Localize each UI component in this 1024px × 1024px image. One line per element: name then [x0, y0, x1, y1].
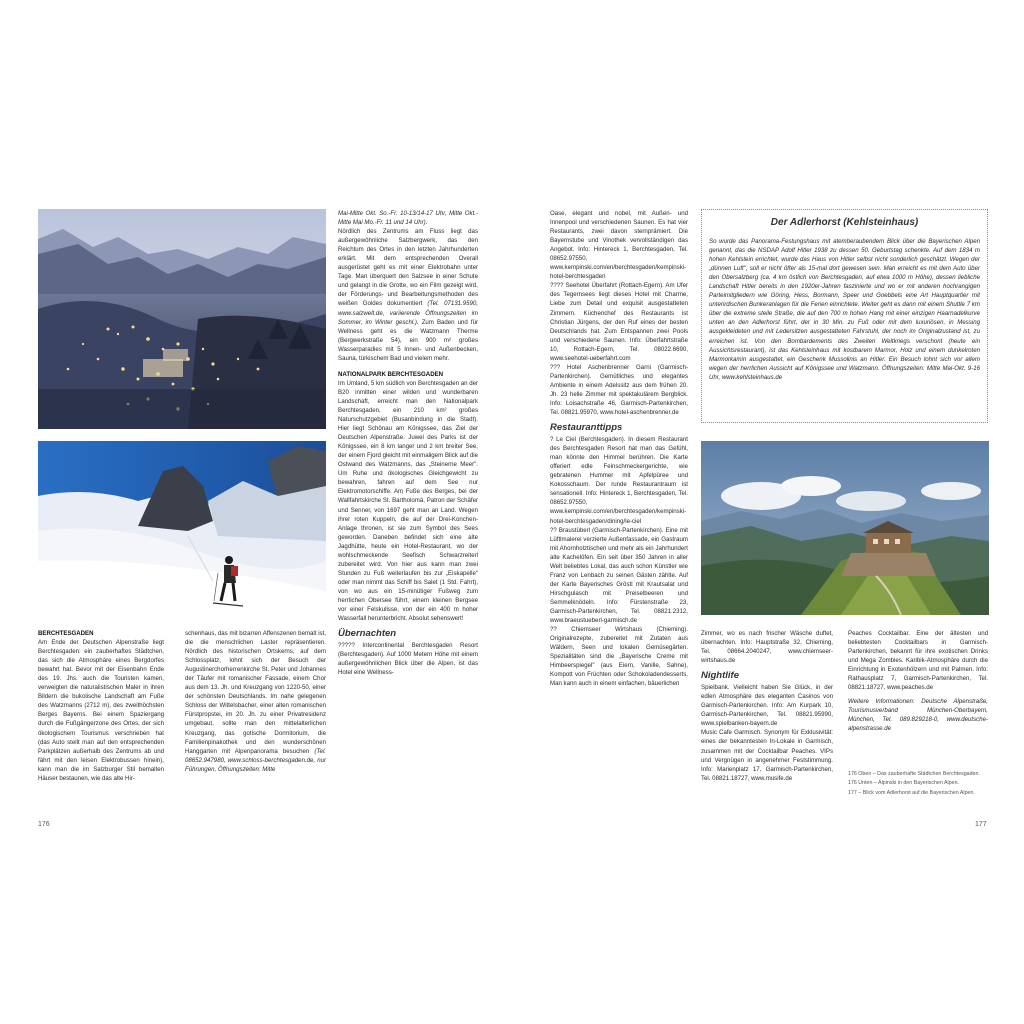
subheading-nightlife: Nightlife — [701, 670, 739, 682]
info-box-title: Der Adlerhorst (Kehlsteinhaus) — [770, 217, 919, 228]
caption: 176 Oben – Das zauberhafte Städtchen Berchtesgaden. — [848, 771, 980, 777]
paragraph: Zimmer, wo es nach frischer Wäsche duftet, übernachten. Info: Hauptstraße 32, Chieming, Tel. 08664.2040247, www.chiemseer-wirtshaus.de — [701, 630, 833, 665]
subheading-restauranttipps: Restauranttipps — [550, 422, 623, 434]
column-2 — [185, 629, 326, 774]
section-heading-nationalpark: NATIONALPARK BERCHTESGADEN — [338, 370, 444, 378]
paragraph — [338, 227, 478, 363]
paragraph: ?? Braustüberl (Garmisch-Partenkirchen). Eine mit Lüftlmalerei verzierte Außenfassade, ein Gastraum mit Ahornholztischen und mehr als ein Jahrhundert alte Kachelöfen. Ein seit über 350 Jahren in aller Welt beliebtes Lokal, das auch schon Künstler wie Franz von Lenbach zu seinen Gästen zählte. Auf der Karte Bayerisches Gröstl mit Krautsalat und Hirschgulasch mit Preiselbeeren und Semmelknödeln. Info: Fürstenstraße 23, Garmisch-Partenkirchen, Tel. 08821.2312, www.braeustueberl-garmisch.de — [550, 526, 688, 625]
paragraph: ????? Intercontinental Berchtesgaden Resort (Berchtesgaden). Auf 1000 Metern Höhe mit einem außergewöhnlichen Blick über die Alpen, ist das Hotel eine Wellness- — [338, 642, 478, 677]
eagles-nest-mountain-photo — [701, 441, 989, 615]
photo-captions — [848, 771, 988, 799]
caption: 177 – Blick vom Adlerhorst auf die Bayerischen Alpen. — [848, 789, 975, 796]
paragraph: Spielbank. Vielleicht haben Sie Glück, in der edlen Atmosphäre des eleganten Casinos von Garmisch-Partenkirchen. Info: Am Kurpark 10, Garmisch-Partenkirchen, Tel. 08821.95990, www.spielbanken-bayern.de — [701, 684, 833, 728]
paragraph: Am Ende der Deutschen Alpenstraße liegt Berchtesgaden: ein zauberhaftes Städtchen, das sich die Atmosphäre eines Bergdorfes bewahrt hat. Bevor mit der Eisenbahn Ende des 19. Jhs. auch die Touristen kamen, verweigten die naturalistischen Maler in ihren Bildern die bukolische Landschaft am Fuße des Watzmanns (2712 m), des zweithöchsten Berges Bayerns. Bei einem Spaziergang durch die Fußgängerzone des Ortes, der sich ökologischem Tourismus verschrieben hat (das Auto stellt man auf den entsprechenden Parkplätzen außerhalb des Zentrums ab und fährt mit den leisen Elektrobussen hinein), kann man die im Salzburger Stil bemalten Häuser bestaunen, wie das alte Hir- — [38, 639, 164, 782]
subheading-uebernachten: Übernachten — [338, 628, 397, 640]
page-number-right: 177 — [975, 821, 987, 828]
paragraph-text: Nördlich des Zentrums am Fluss liegt das außergewöhnliche Salzbergwerk, das den Reichtum des Ortes in den letzten Jahrhunderten erklärt. Mit dem entsprechenden Overall ausgerüstet geht es mit einer Elektrobahn unter Tage. Man überquert den Salzsee in einer Schute und gelangt in die Grotte, wo ein Film gezeigt wird, der Förderungs- und Bearbeitungsmethoden des weißen Goldes dokumentiert — [338, 228, 478, 308]
snowy-ski-tour-photo — [38, 441, 326, 615]
paragraph-info: Weitere Informationen: Deutsche Alpenstraße, Tourismusverband München-Oberbayern, München, Tel. 089.829218-0, www.deutsche-alpenstrasse.de — [848, 698, 988, 733]
paragraph-text: Zum Baden und für Wellness geht es die Watzmann Therme (Bergwerkstraße 54), ein 900 m² großes Wasserparadies mit 5 Innen- und Außenbecken, Sauna, türkischem Bad und vielem mehr. — [338, 318, 478, 362]
paragraph-info: Mai-Mitte Okt. So.-Fr. 10-13/14-17 Uhr, Mitte Okt.-Mitte Mai Mo.-Fr. 11 und 14 Uhr). — [338, 210, 478, 227]
paragraph: Oase, elegant und nobel, mit Außen- und Innenpool und verschiedenen Saunen. Es hat vier Restaurants, zwei davon sternprämiert. Die Bayernstube und Vinothek vervollständigen das Angebot. Info: Hintereck 1, Berchtesgaden, Tel. 08652.97550, www.kempinski.com/en/berchtesgaden/kempinski-hotel-berchtesgaden — [550, 210, 688, 281]
paragraph-text: schenhaus, das mit bizarren Affenszenen bemalt ist, die die menschlichen Laster repräsentieren. Nördlich des historischen Ortskerns, auf dem Schlossplatz, lohnt sich der Besuch der Augustinerchorherrenkirche St. Peter und Johannes der Täufer mit romanischer Fassade, einem Chor aus dem 13. Jh. und Kreuzgang von 1220-50, einer der schönsten Deutschlands. Im nahe gelegenen Schloss der Wittelsbacher, einer alten romanischen Fürstpropstei, im 20. Jh. zu einer Privatresidenz umgebaut, sollte man den mittelalterlichen Kreuzgang, das gotische Dormitorium, die Familienpinakothek und den wunderschönen Hanggarten mit Alpenpanorama besuchen — [185, 630, 326, 755]
column-5 — [701, 629, 833, 783]
paragraph-info: (Tel. 08652.947980, www.schloss-berchtesgaden.de, nur Führungen, Öffnungszeiten: Mitte — [185, 747, 326, 773]
caption: 176 Unten – Alpinski in den Bayerischen Alpen. — [848, 780, 960, 787]
paragraph: ??? Hotel Aschenbrenner Garni (Garmisch-Partenkirchen). Gemütliches und elegantes Ambiente in einem Adelssitz aus dem frühen 20. Jh. 23 helle Zimmer mit spektakulärem Bergblick. Info: Loisachstraße 46, Garmisch-Partenkirchen, Tel. 08821.95970, www.hotel-aschenbrenner.de — [550, 363, 688, 417]
column-3 — [338, 209, 478, 677]
paragraph: ?? Chiemseer Wirtshaus (Chieming). Originalrezepte, zubereitet mit Zutaten aus Wäldern, Seen und lokalen Gemüsegärten. Spezialitäten sind die „Bayerische Creme mit Himbeerspiegel" (aus Eiern, Vanille, Sahne), Kompott von Früchten oder Schokoladendesserts. Man kann auch in einem einfachen, bäuerlichen — [550, 626, 688, 688]
paragraph: Music Cafe Garmisch. Synonym für Exklusivität: eines der bekanntesten In-Lokale in Garmisch, zusammen mit der Cocktailbar Peaches. VIPs und Vergnügen in angenehmer Feststimmung. Info: Marienplatz 17, Garmisch-Partenkirchen, Tel. 08821.18727, www.musife.de — [701, 729, 833, 782]
paragraph: Im Umland, 5 km südlich von Berchtesgaden an der B20 inmitten einer wilden und wunderbaren Landschaft, erreicht man den Nationalpark Berchtesgaden, ein 210 km² großes Naturschutzgebiet (Busanbindung in die Stadt). Hier liegt Schönau am Königssee, das Ziel der Deutschen Alpenstraße. Juwel des Parks ist der Königssee, ein 8 km langer und 2 km breiter See, der einem Fjord gleicht mit einmaligem Blick auf die Ostwand des Watzmanns, das „Steinerne Meer". Um Ruhe und ökologisches Gleichgewicht zu bewahren, fahren auf dem See nur Elektromotorschiffe. Am Fuße des Berges, bei der Wallfahrtskirche St. Bartholomä, Patron der Schäfer und Senner, von 1697 geht man an Land. Wegen ihrer roten Kuppeln, die auf der Drei-Konchen-Anlage thronen, ist sie zum Symbol des Sees geworden. Daneben befindet sich eine alte Jagdhütte, heute ein Hotel-Restaurant, wo der wohlschmeckende Seefisch Schwarzreiterl zubereitet wird. Von hier aus kann man zwei Stunden zu Fuß weiterlaufen bis zur „Eiskapelle" oder man nimmt das Schiff bis Salet (1 Std. Fahrt), von wo aus ein 15-minütiger Fußweg zum herrlichen Obersee führt, einem kleinen Bergsee vor einer Felskulisse, von der ein 400 m hoher Wasserfall herunterbricht. Absolut sehenswert! — [338, 379, 478, 623]
paragraph-info: (Tel. 07131.9590, www.salzwelt.de, variierende Öffnungszeiten im Sommer, im Winter geschl.). — [338, 300, 478, 326]
paragraph — [185, 629, 326, 774]
section-heading-berchtesgaden: BERCHTESGADEN — [38, 630, 94, 637]
winter-night-village-photo — [38, 209, 326, 429]
paragraph: ???? Seehotel Überfahrt (Rottach-Egern). Am Ufer des Tegernsees liegt dieses Hotel mit Charme, Liebe zum Detail und exquisit ausgestatteten Zimmern. Küchenchef des Restaurants ist Christian Jürgens, der den Ruf eines der besten Deutschlands hat. Zum Entspannen zwei Pools und verschiedene Saunen. Info: Überfahrtstraße 10, Rottach-Egern, Tel. 08022.6690, www.seehotel-ueberfahrt.com — [550, 282, 688, 362]
column-6 — [848, 629, 988, 734]
column-berchtesgaden — [38, 629, 164, 783]
paragraph: Peaches Cocktailbar. Eine der ältesten und beliebtesten Cocktailbars in Garmisch-Partenkirchen, bekannt für ihre exotischen Drinks und Mega Zombies. Karibik-Atmosphäre durch die Einrichtung in Exotenhölzern und mit Palmen. Info: Rathausplatz 7, Garmisch-Partenkirchen, Tel. 08821.18727, www.peaches.de — [848, 630, 988, 692]
paragraph: ? Le Ciel (Berchtesgaden). In diesem Restaurant des Berchtesgaden Resort hat man das Gefühl, man könnte den Himmel berühren. Die Karte offeriert edle Feinschmeckergerichte, wie gebratenen Hummer mit Apfelpüree und Kokosschaum. Der runde Restaurantraum ist sensationell. Info: Hintereck 1, Berchtesgaden, Tel. 08652.97550, www.kempinski.com/en/berchtesgaden/kempinski-hotel-berchtesgaden/dining/le-ciel — [550, 436, 688, 525]
page-number-left: 176 — [38, 821, 50, 828]
info-box-text: So wurde das Panorama-Festungshaus mit atemberaubendem Blick über die Bayerischen Alpen genannt, das die NSDAP Adolf Hitler 1938 zu dessen 50. Geburtstag schenkte. Auf dem 1834 m hohen Kehlstein errichtet, wurde das Haus von Hitler selbst nicht sonderlich geschätzt. Wegen der „dünnen Luft", soll er nicht öfter als 15-mal dort gewesen sein. Man erreicht es mit dem Auto über den Obersalzberg (ca. 4 km östlich von Berchtesgaden, auf etwa 1000 m Höhe), dessen liebliche Landschaft Hitler bereits in den 1920er-Jahren faszinierte und wo er mit anderen hochrangigen Parteimitgliedern wie Göring, Hess, Bormann, Speer und Goebbels eine Art Hauptquartier mit unterirdischen Bunkeranlagen für die Ferien einrichtete. Weiter geht es dann mit einem Shuttle 7 km über die extreme steile Straße, die auf den 700 m hohen Hang mit einer einzigen Haarnadelkurve unten an den Adlerhorst führt, der in 30 Min. zu Fuß oder mit dem luxuriösen, in Messing ausgekleideten und mit Ledersitzen ausgestatteten Fahrstuhl, der noch im Originalzustand ist, zu erreichen ist. Von den Bombardements des Zweiten Weltkriegs verschont (heute ein Aussichtsrestaurant), ist das Kehlsteinhaus mit kostbarem Marmor, Holz und einem dunkelroten Marmorkamin ausgestattet, ein Geschenk Mussolinis an Hitler. Ein Besuch lohnt sich vor allem wegen der herrlichen Aussicht auf Königssee und Watzmann. Öffnungszeiten: Mitte Mai-Okt. 9-16 Uhr, www.kehlsteinhaus.de — [709, 238, 980, 381]
column-4 — [550, 209, 688, 688]
